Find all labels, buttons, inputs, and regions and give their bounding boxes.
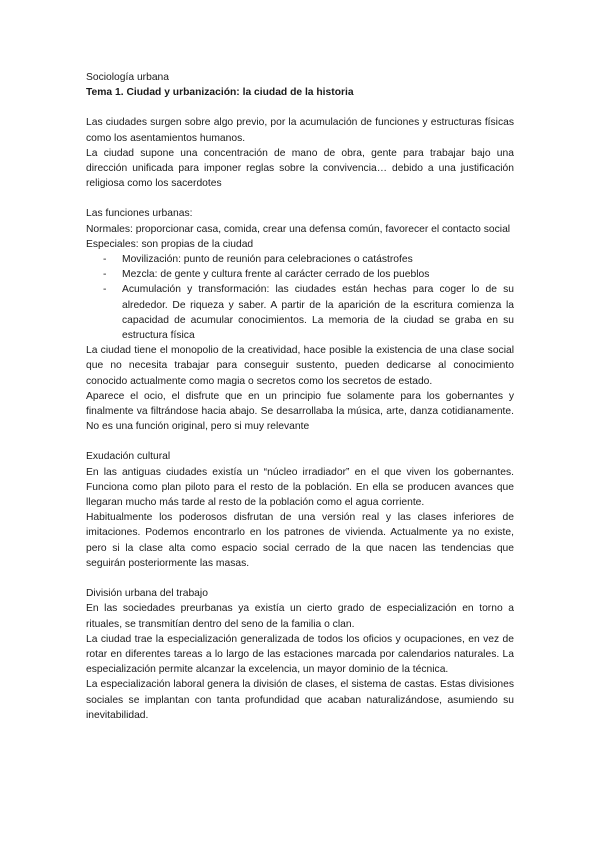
course-name: Sociología urbana [86, 72, 170, 83]
list-item [103, 282, 514, 343]
funciones-paragraph-1: La ciudad tiene el monopolio de la creatividad, hace posible la existencia de una clase social que no necesita trabajar para conseguir sustento, pueden dedicarse al conocimiento conocido actualmente como magia o secretos como los secretos de estado. [86, 345, 514, 387]
intro-paragraph-1: Las ciudades surgen sobre algo previo, por la acumulación de funciones y estructuras físicas como los asentamientos humanos. [86, 117, 514, 144]
division-heading: División urbana del trabajo [86, 588, 208, 600]
division-paragraph-2: La ciudad trae la especialización generalizada de todos los oficios y ocupaciones, en vez de rotar en diferentes tareas a lo largo de las estaciones marcada por calendarios naturales. La especialización permite alcanzar la excelencia, un mayor dominio de la técnica. [86, 633, 514, 676]
division-paragraph-1: En las sociedades preurbanas ya existía un cierto grado de especialización en torno a rituales, se transmitían dentro del seno de la familia o clan. [86, 603, 514, 630]
funciones-especiales: Especiales: son propias de la ciudad [86, 238, 254, 250]
spacer [86, 434, 514, 449]
division-paragraph-3: La especialización laboral genera la división de clases, el sistema de castas. Estas divisiones sociales se implantan con tanta profundidad que acaban naturalizándose, asumiendo su inevitabilidad. [86, 679, 514, 721]
dash-bullet: - [103, 284, 107, 296]
spacer [86, 191, 514, 206]
dash-bullet: - [103, 254, 107, 266]
dash-bullet: - [103, 269, 107, 281]
document-title: Tema 1. Ciudad y urbanización: la ciudad de la historia [86, 87, 354, 99]
funciones-paragraph-2: Aparece el ocio, el disfrute que en un principio fue solamente para los gobernantes y finalmente va filtrándose hacia abajo. Se desarrollaba la música, arte, danza cotidianamente. No es una función original, pero si muy relevante [86, 390, 514, 433]
spacer [86, 571, 514, 586]
list-item [103, 267, 514, 282]
exudacion-paragraph-2: Habitualmente los poderosos disfrutan de una versión real y las clases inferiores de imitaciones. Podemos encontrarlo en los patrones de vivienda. Actualmente ya no existe, pero si la clase alta como espacio social cerrado de la que nacen las tendencias que seguirán posteriormente las masas. [86, 512, 514, 569]
intro-paragraph-2: La ciudad supone una concentración de mano de obra, gente para trabajar bajo una dirección unificada para imponer reglas sobre la convivencia… debido a una justificación religiosa como los sacerdotes [86, 147, 514, 190]
list-item [103, 252, 514, 267]
exudacion-paragraph-1: En las antiguas ciudades existía un “núcleo irradiador” en el que viven los gobernantes. Funciona como plan piloto para el resto de la población. En ella se producen avances que llegaran mucho más tarde al resto de la población como el agua corriente. [86, 466, 514, 509]
especiales-list [86, 252, 514, 343]
exudacion-heading: Exudación cultural [86, 451, 171, 463]
list-item-text: Movilización: punto de reunión para celebraciones o catástrofes [122, 254, 413, 266]
list-item-text: Acumulación y transformación: las ciudades están hechas para coger lo de su alrededor. De riqueza y saber. A partir de la aparición de la escritura comienza la capacidad de acumular conocimientos. La memoria de la ciudad se graba en su estructura física [122, 284, 514, 342]
funciones-normales: Normales: proporcionar casa, comida, crear una defensa común, favorecer el contacto social [86, 223, 511, 235]
funciones-heading: Las funciones urbanas: [86, 208, 193, 220]
list-item-text: Mezcla: de gente y cultura frente al carácter cerrado de los pueblos [122, 269, 430, 281]
spacer [86, 100, 514, 115]
